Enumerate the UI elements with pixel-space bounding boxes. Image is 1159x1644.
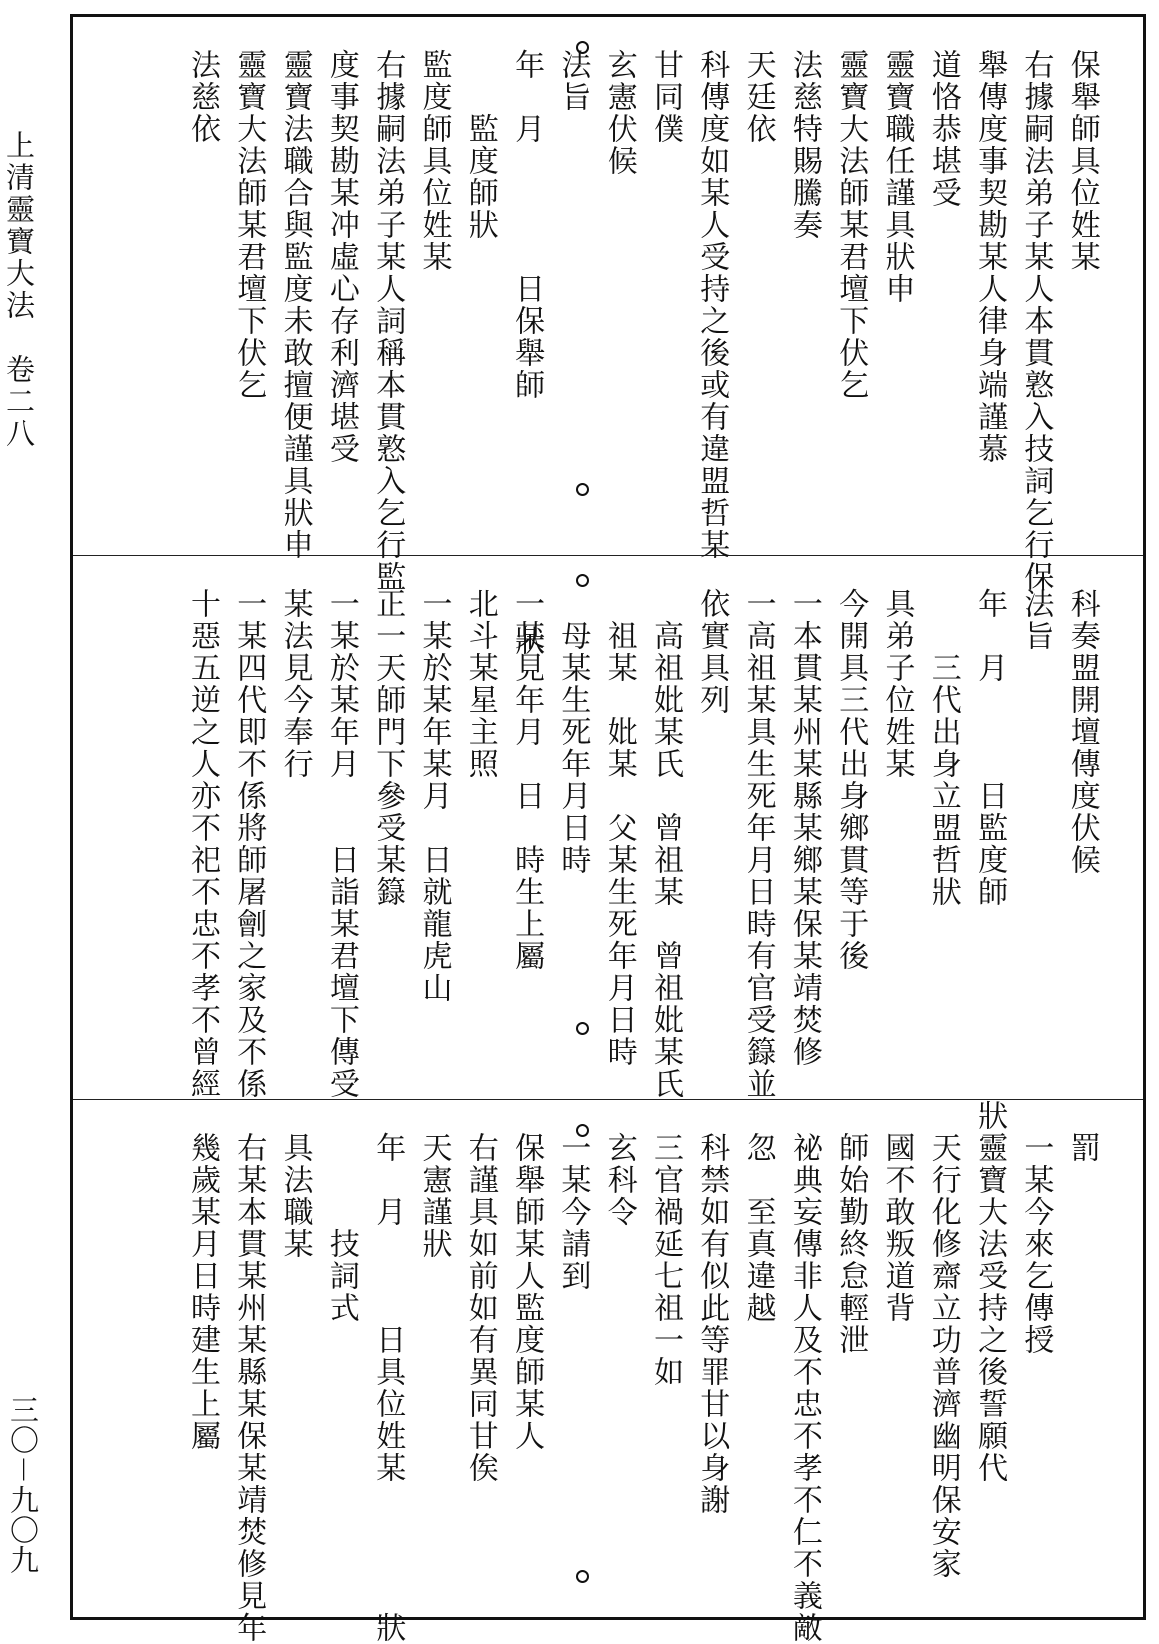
text-column: 科禁如有似此等罪甘以身謝 bbox=[694, 1132, 730, 1516]
text-column: 右據嗣法弟子某人本貫憝入技詞乞行保 bbox=[1018, 49, 1054, 593]
text-column: 保舉師某人監度師某人 bbox=[509, 1132, 545, 1452]
text-column: 三代出身立盟哲狀 bbox=[925, 588, 961, 908]
text-column: 一某於某年某月 日就龍虎山 bbox=[416, 588, 452, 1004]
text-column: 一本貫某州某縣某鄉某保某靖焚修 bbox=[786, 588, 822, 1068]
text-column: 道恪恭堪受 bbox=[925, 49, 961, 209]
text-column: 一高祖某具生死年月日時有官受籙並 bbox=[740, 588, 776, 1100]
text-column: 右某本貫某州某縣某保某靖焚修見年 bbox=[231, 1132, 267, 1644]
text-column: 年 月 日監度師 狀 bbox=[972, 588, 1008, 1132]
text-column: 天廷依 bbox=[740, 49, 776, 145]
text-column: 法慈特賜騰奏 bbox=[786, 49, 822, 241]
text-column: 正一天師門下參受某籙 bbox=[370, 588, 406, 908]
text-column: 一某四代即不係將師屠劊之家及不係 bbox=[231, 588, 267, 1100]
text-column: 祖某 妣某 父某生死年月日時 bbox=[601, 588, 637, 1068]
text-column: 玄科令 bbox=[601, 1132, 637, 1228]
text-column: 科奏盟開壇傳度伏候 bbox=[1064, 588, 1100, 876]
text-column: 玄憲伏候 bbox=[601, 49, 637, 177]
text-column: 度事契勘某冲虛心存利濟堪受 bbox=[323, 49, 359, 465]
punch-hole-mark bbox=[576, 1022, 589, 1035]
text-column: 甘同僕 bbox=[648, 49, 683, 145]
text-column: 一某於某年月 日詣某君壇下傳受 bbox=[323, 588, 359, 1100]
text-column: 幾歲某月日時建生上屬 bbox=[185, 1132, 220, 1452]
text-column: 十惡五逆之人亦不祀不忠不孝不曾經 bbox=[185, 588, 220, 1100]
text-column: 忽 至真違越 bbox=[740, 1132, 776, 1324]
punch-hole-mark bbox=[576, 574, 589, 587]
text-column: 右據嗣法弟子某人詞稱本貫憝入乞行監 bbox=[370, 49, 406, 593]
text-column: 靈寶大法受持之後誓願代 bbox=[972, 1132, 1008, 1484]
text-column: 高祖妣某氏 曾祖某 曾祖妣某氏 bbox=[648, 588, 683, 1100]
text-column: 年 月 日保舉師 狀 bbox=[509, 49, 545, 657]
text-column: 保舉師具位姓某 bbox=[1064, 49, 1100, 273]
text-column: 法慈依 bbox=[185, 49, 220, 145]
text-column: 罰 bbox=[1064, 1132, 1100, 1164]
text-column: 祕典妄傳非人及不忠不孝不仁不義敵 bbox=[786, 1132, 822, 1644]
text-column: 科傳度如某人受持之後或有違盟哲某 bbox=[694, 49, 730, 561]
text-column: 舉傳度事契勘某人律身端謹慕 bbox=[972, 49, 1008, 465]
text-column: 天行化修齋立功普濟幽明保安家 bbox=[925, 1132, 961, 1580]
page-number-margin: 三〇－九〇九 bbox=[6, 1395, 40, 1576]
text-column: 今開具三代出身鄉貫等于後 bbox=[833, 588, 869, 972]
text-column: 監度師具位姓某 bbox=[416, 49, 452, 273]
text-column: 北斗某星主照 bbox=[462, 588, 498, 780]
text-column: 一某今來乞傳授 bbox=[1018, 1132, 1054, 1356]
text-column: 師始勤終怠輕泄 bbox=[833, 1132, 869, 1356]
text-column: 法旨 bbox=[1018, 588, 1054, 652]
text-panel-middle bbox=[73, 556, 1143, 1132]
text-column: 技詞式 bbox=[323, 1132, 359, 1324]
page-frame bbox=[70, 14, 1146, 1644]
text-column: 右謹具如前如有異同甘俟 bbox=[462, 1132, 498, 1484]
text-column: 依實具列 bbox=[694, 588, 730, 716]
text-column: 監度師狀 bbox=[462, 49, 498, 241]
text-column: 靈寶大法師某君壇下伏乞 bbox=[231, 49, 267, 401]
text-column: 一某見年月 日 時生上屬 bbox=[509, 588, 545, 972]
text-column: 靈寶大法師某君壇下伏乞 bbox=[833, 49, 869, 401]
text-column: 一某今請到 bbox=[555, 1132, 591, 1292]
text-column: 靈寶職任謹具狀申 bbox=[879, 49, 915, 305]
text-column: 某法見今奉行 bbox=[277, 588, 313, 780]
text-column: 國不敢叛道背 bbox=[879, 1132, 915, 1324]
text-column: 靈寶法職合與監度未敢擅便謹具狀申 bbox=[277, 49, 313, 561]
punch-hole-mark bbox=[576, 483, 589, 496]
text-panel-bottom bbox=[73, 1100, 1143, 1644]
text-column: 具弟子位姓某 bbox=[879, 588, 915, 780]
text-column: 天憲謹狀 bbox=[416, 1132, 452, 1260]
text-column: 年 月 日具位姓某 狀 bbox=[370, 1132, 406, 1644]
text-column: 法旨 bbox=[555, 49, 591, 113]
text-column: 母某生死年月日時 bbox=[555, 588, 591, 876]
text-column: 具法職某 bbox=[277, 1132, 313, 1260]
text-column: 三官禍延七祖一如 bbox=[648, 1132, 683, 1388]
book-title-margin: 上清靈寶大法 卷二八 bbox=[2, 130, 36, 450]
punch-hole-mark bbox=[576, 1570, 589, 1583]
